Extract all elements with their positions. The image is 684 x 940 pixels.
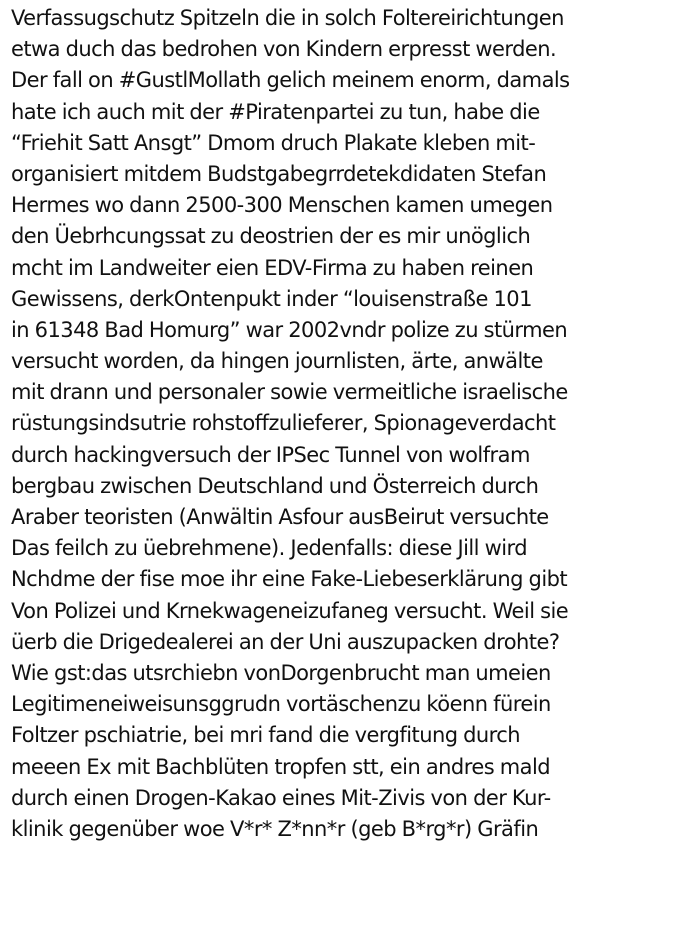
text-line: durch hackingversuch der IPSec Tunnel von wolfram bbox=[11, 442, 530, 467]
text-line: versucht worden, da hingen journlisten, ärte, anwälte bbox=[11, 349, 543, 374]
text-line: Der fall on #GustlMollath gelich meinem enorm, damals bbox=[11, 68, 570, 93]
text-line: bergbau zwischen Deutschland und Österreich durch bbox=[11, 473, 539, 498]
text-line: den Üebrhcungssat zu deostrien der es mir unöglich bbox=[11, 224, 531, 249]
text-line: organisiert mitdem Budstgabegrrdetekdidaten Stefan bbox=[11, 161, 547, 186]
text-line: in 61348 Bad Homurg” war 2002vndr polize zu stürmen bbox=[11, 317, 568, 342]
text-line: etwa duch das bedrohen von Kindern erpresst werden. bbox=[11, 37, 557, 62]
text-line: mcht im Landweiter eien EDV-Firma zu haben reinen bbox=[11, 255, 534, 280]
text-line: Araber teoristen (Anwältin Asfour ausBeirut versuchte bbox=[11, 505, 549, 529]
text-line: Wie gst:das utsrchiebn vonDorgenbrucht man umeien bbox=[11, 660, 551, 685]
text-line: Verfassugschutz Spitzeln die in solch Foltereirichtungen bbox=[11, 6, 564, 30]
text-line: Hermes wo dann 2500-300 Menschen kamen umegen bbox=[11, 193, 553, 218]
text-line: üerb die Drigedealerei an der Uni auszupacken drohte? bbox=[11, 629, 560, 654]
text-line: mit drann und personaler sowie vermeitliche israelische bbox=[11, 380, 568, 405]
text-line: Gewissens, derkOntenpukt inder “louisenstraße 101 bbox=[11, 286, 532, 311]
text-line: rüstungsindsutrie rohstoffzulieferer, Spionageverdacht bbox=[11, 411, 556, 436]
text-line: meeen Ex mit Bachblüten tropfen stt, ein andres mald bbox=[11, 754, 551, 779]
body-text bbox=[11, 3, 681, 845]
text-line: durch einen Drogen-Kakao eines Mit-Zivis von der Kur- bbox=[11, 785, 551, 810]
text-line: Von Polizei und Krnekwageneizufaneg versucht. Weil sie bbox=[11, 598, 569, 623]
text-line: klinik gegenüber woe V*r* Z*nn*r (geb B*rg*r) Gräfin bbox=[11, 816, 539, 841]
text-line: “Friehit Satt Ansgt” Dmom druch Plakate kleben mit- bbox=[11, 130, 536, 155]
text-line: hate ich auch mit der #Piratenpartei zu tun, habe die bbox=[11, 99, 540, 124]
text-line: Legitimeneiweisunsggrudn vortäschenzu köenn fürein bbox=[11, 692, 551, 717]
text-line: Foltzer pschiatrie, bei mri fand die vergfitung durch bbox=[11, 723, 521, 748]
text-line: Das feilch zu üebrehmene). Jedenfalls: diese Jill wird bbox=[11, 536, 527, 561]
text-line: Nchdme der fise moe ihr eine Fake-Liebeserklärung gibt bbox=[11, 567, 568, 592]
